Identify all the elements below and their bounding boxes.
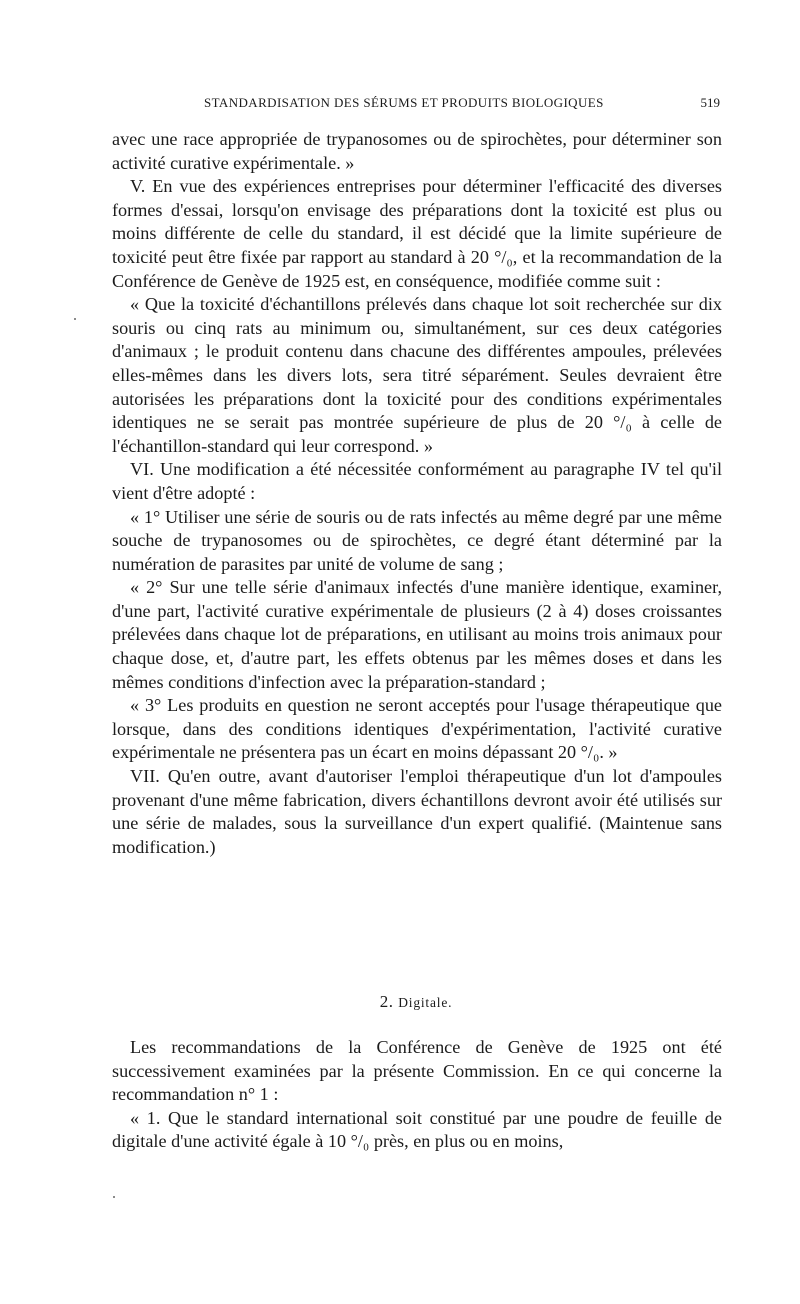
section-title: Digitale.: [398, 995, 453, 1010]
paragraph: « Que la toxicité d'échantillons prélevés dans chaque lot soit recherchée sur dix souris ou cinq rats au minimum ou, simultanément, sur ces deux catégories d'animaux ; le produit contenu dans chacune des différentes ampoules, prélevées elles-mêmes dans les divers lots, sera titré séparément. Seules devraient être autorisées les préparations dont la toxicité pour des conditions expérimentales identiques ne se serait pas montrée supérieure de plus de 20 °/₀ à celle de l'échantillon-standard qui leur correspond. »: [112, 294, 722, 456]
page-number: 519: [700, 95, 720, 110]
paragraph: V. En vue des expériences entreprises pour déterminer l'efficacité des diverses formes d'essai, lorsqu'on envisage des préparations dont la toxicité est plus ou moins différente de celle du standard, il est décidé que la limite supérieure de toxicité peut être fixée par rapport au standard à 20 °/₀, et la recommandation de la Conférence de Genève de 1925 est, en conséquence, modifiée comme suit :: [112, 176, 722, 291]
paragraph: VII. Qu'en outre, avant d'autoriser l'emploi thérapeutique d'un lot d'ampoules provenant d'une même fabrication, divers échantillons devront avoir été utilisés sur une série de malades, sous la surveillance d'un expert qualifié. (Maintenue sans modification.): [112, 766, 722, 857]
paragraph: « 1. Que le standard international soit constitué par une poudre de feuille de digitale d'une activité égale à 10 °/₀ près, en plus ou en moins,: [112, 1107, 722, 1152]
section-heading: [112, 992, 720, 1012]
scan-speck: [74, 318, 76, 320]
paragraph: « 2° Sur une telle série d'animaux infectés d'une manière identique, examiner, d'une part, l'activité curative expérimentale de plusieurs (2 à 4) doses croissantes prélevées dans chaque lot de préparations, en utilisant au moins trois animaux pour chaque dose, et, d'autre part, les effets obtenus par les mêmes doses et dans les mêmes conditions d'infection avec la préparation-standard ;: [112, 577, 722, 692]
section-number: 2.: [379, 992, 394, 1011]
paragraph: Les recommandations de la Conférence de Genève de 1925 ont été successivement examinées par la présente Commission. En ce qui concerne la recommandation n° 1 :: [112, 1037, 722, 1105]
paragraph: VI. Une modification a été nécessitée conformément au paragraphe IV tel qu'il vient d'être adopté :: [112, 459, 722, 503]
scan-speck: [113, 1196, 115, 1198]
paragraph: avec une race appropriée de trypanosomes ou de spirochètes, pour déterminer son activité curative expérimentale. »: [112, 129, 722, 173]
body-text-continued: [112, 1036, 722, 1154]
paragraph: « 1° Utiliser une série de souris ou de rats infectés au même degré par une même souche de trypanosomes ou de spirochètes, ce degré étant déterminé par la numération de parasites par unité de volume de sang ;: [112, 506, 722, 574]
paragraph: « 3° Les produits en question ne seront acceptés pour l'usage thérapeutique que lorsque, dans des conditions identiques d'expérimentation, l'activité curative expérimentale ne présentera pas un écart en moins dépassant 20 °/₀. »: [112, 695, 722, 763]
running-head: [112, 95, 720, 115]
body-text: [112, 128, 722, 859]
running-title: STANDARDISATION DES SÉRUMS ET PRODUITS BIOLOGIQUES: [204, 95, 604, 110]
